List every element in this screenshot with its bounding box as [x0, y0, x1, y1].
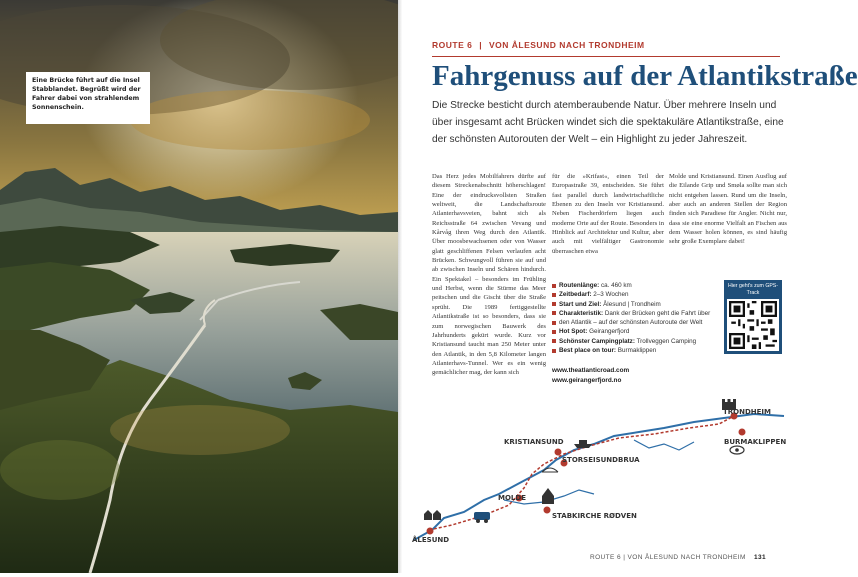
- facts-list: [552, 281, 722, 355]
- pin-alesund: [427, 528, 434, 535]
- body-column-3: Molde und Kristiansund. Einen Ausflug auf die Eilande Grip und Smøla sollte man sich nicht entgehen lassen. Rund um die Inseln, aber auch an anderen Stellen der Region finden sich Paradiese für Angler. Nicht nur, dass sie eine enorme Vielfalt an Fischen aus dem Wasser holen können, es sind häufig sehr große Exemplare dabei!: [669, 173, 787, 246]
- fact-item: Best place on tour: Burmaklippen: [552, 346, 722, 355]
- photo-caption: Eine Brücke führt auf die Insel Stabblandet. Begrüßt wird der Fahrer dabei von strahlendem Sonnenschein.: [26, 72, 150, 124]
- fact-item-continued: den Atlantik – auf der schönsten Autoroute der Welt: [552, 318, 722, 327]
- fact-item: Start und Ziel: Ålesund | Trondheim: [552, 300, 722, 309]
- kicker-route: ROUTE 6: [432, 40, 473, 50]
- link-geirangerfjord[interactable]: www.geirangerfjord.no: [552, 376, 622, 384]
- body-column-1: Das Herz jedes Mobilfahrers dürfte auf diesem Streckenabschnitt höherschlagen! Eine der eindrucksvollsten Straßen weltweit, die Landschaftsroute Atlanterhavsveien, bahnt sich als Reichsstraße 64 zwischen Vevang und Kårvåg ihren Weg durch den Atlantik. Über moosbewachsenen oder von Wasser glatt geschliffenen Felsen verlaufen acht Brücken. Schwungvoll führen sie auf und ab zwischen Inseln und Schären hindurch. Ein Spektakel – besonders im Frühling und Herbst, wenn die Stürme das Meer peitschen und die Gischt über die Straße sprüht. Die 1989 fertiggestellte Atlantikstraße ist so besonders, dass sie zum norwegischen Bauwerk des Jahrhunderts gekürt wurde. Kurz vor Kristiansund taucht man 250 Meter unter den Atlantik, in den 5,8 Kilometer langen Atlanterhavs-Tunnel. Wer es ein wenig gemächlicher mag, der kann sich: [432, 173, 546, 377]
- text-page: [404, 0, 858, 573]
- header-rule: [432, 56, 780, 57]
- gps-qr-box[interactable]: [724, 280, 782, 354]
- fact-item: Schönster Campingplatz: Trollveggen Camping: [552, 337, 722, 346]
- page-number: 131: [753, 554, 767, 561]
- page-title: Fahrgenuss auf der Atlantikstraße: [432, 60, 858, 92]
- pin-stabkirche: [544, 507, 551, 514]
- fact-item: Zeitbedarf: 2–3 Wochen: [552, 290, 722, 299]
- church-icon: [542, 488, 554, 504]
- qr-label: Hier geht's zum GPS-Track: [728, 283, 778, 296]
- footer-separator: |: [623, 554, 628, 561]
- map-coast: [414, 414, 787, 540]
- label-trondheim: TRONDHEIM: [723, 408, 771, 416]
- camper-icon: [474, 512, 490, 523]
- eye-icon: [730, 446, 744, 454]
- page-footer: [590, 554, 766, 561]
- route-kicker: [432, 40, 645, 50]
- label-kristiansund: KRISTIANSUND: [504, 438, 564, 446]
- footer-route: ROUTE 6: [590, 554, 621, 561]
- label-burmaklippen: BURMAKLIPPEN: [724, 438, 787, 446]
- body-column-2: für die »Krifast«, einen Teil der Europastraße 39, entscheiden. Sie führt fast parallel durch landwirtschaftliche Ebenen zu den Inseln vor Kristiansund. Neben Fischerdörfern liegen auch moderne Orte auf der Route. Besonders in Hinblick auf Architektur und Kultur, aber auch mit vielfältiger Gastronomie überraschen etwa: [552, 173, 664, 255]
- web-links: [552, 366, 629, 385]
- map-fjord: [634, 440, 694, 450]
- fact-item: Charakteristik: Dank der Brücken geht die Fahrt über: [552, 309, 722, 318]
- fact-item: Hot Spot: Geirangerfjord: [552, 327, 722, 336]
- footer-title: VON ÅLESUND NACH TRONDHEIM: [627, 554, 746, 561]
- ship-icon: [574, 440, 592, 448]
- pin-kristiansund: [555, 449, 562, 456]
- qr-code-icon: [727, 299, 779, 351]
- label-molde: MOLDE: [498, 494, 526, 502]
- kicker-separator: |: [479, 40, 483, 50]
- route-map: [404, 390, 800, 550]
- kicker-title: VON ÅLESUND NACH TRONDHEIM: [488, 40, 645, 50]
- photo-page: [0, 0, 398, 573]
- pin-burmaklippen: [739, 429, 746, 436]
- label-storseisundbrua: STORSEISUNDBRUA: [562, 456, 640, 464]
- label-alesund: ÅLESUND: [412, 536, 450, 544]
- link-atlanticroad[interactable]: www.theatlanticroad.com: [552, 367, 630, 374]
- label-stabkirche: STABKIRCHE RØDVEN: [552, 512, 637, 520]
- fact-item: Routenlänge: ca. 460 km: [552, 281, 722, 290]
- lead-paragraph: Die Strecke besticht durch atemberaubende Natur. Über mehrere Inseln und über insgesamt acht Brücken windet sich die spektakuläre Atlantikstraße, eine der schönsten Autorouten der Welt – ein Highlight zu jeder Jahreszeit.: [432, 100, 784, 145]
- houses-icon: [424, 510, 441, 520]
